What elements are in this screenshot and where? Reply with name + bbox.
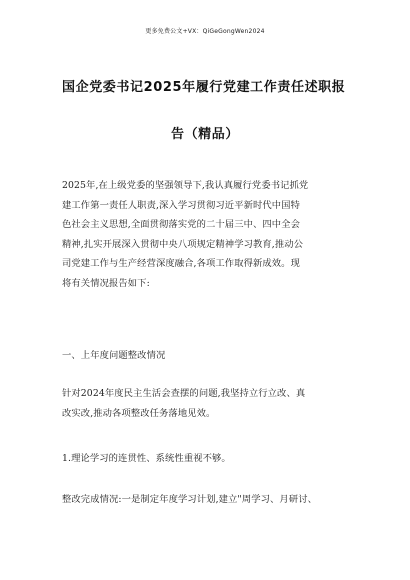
section-heading-1 — [62, 346, 352, 366]
intro-line: 司党建工作与生产经营深度融合,各项工作取得新成效。现 — [62, 258, 300, 269]
header-note: 更多免费公文+VX：QiGeGongWen2024 — [145, 28, 265, 35]
rectification-line: 整改完成情况:一是制定年度学习计划,建立"周学习、月研讨、 — [62, 494, 317, 505]
issue-paragraph — [62, 384, 352, 423]
intro-line: 2025年,在上级党委的坚强领导下,我认真履行党委书记抓党 — [62, 180, 309, 191]
intro-paragraph — [62, 176, 352, 293]
list-item-1 — [62, 449, 352, 469]
issue-line: 针对2024年度民主生活会查摆的问题,我坚持立行立改、真 — [62, 388, 306, 399]
list-item-text: 1.理论学习的连贯性、系统性重视不够。 — [62, 453, 231, 464]
document-title-line-1: 国企党委书记2025年履行党建工作责任述职报 — [62, 80, 346, 95]
intro-line: 将有关情况报告如下: — [62, 277, 150, 289]
intro-line: 建工作第一责任人职责,深入学习贯彻习近平新时代中国特 — [62, 199, 300, 211]
issue-line: 改实改,推动各项整改任务落地见效。 — [62, 407, 216, 419]
section-heading-text: 一、上年度问题整改情况 — [62, 350, 166, 361]
document-title-line-2: 告（精品） — [170, 127, 239, 142]
intro-line: 精神,扎实开展深入贯彻中央八项规定精神学习教育,推动公 — [62, 238, 304, 250]
intro-line: 色社会主义思想,全面贯彻落实党的二十届三中、四中全会 — [62, 219, 300, 230]
rectification-paragraph — [62, 490, 352, 510]
